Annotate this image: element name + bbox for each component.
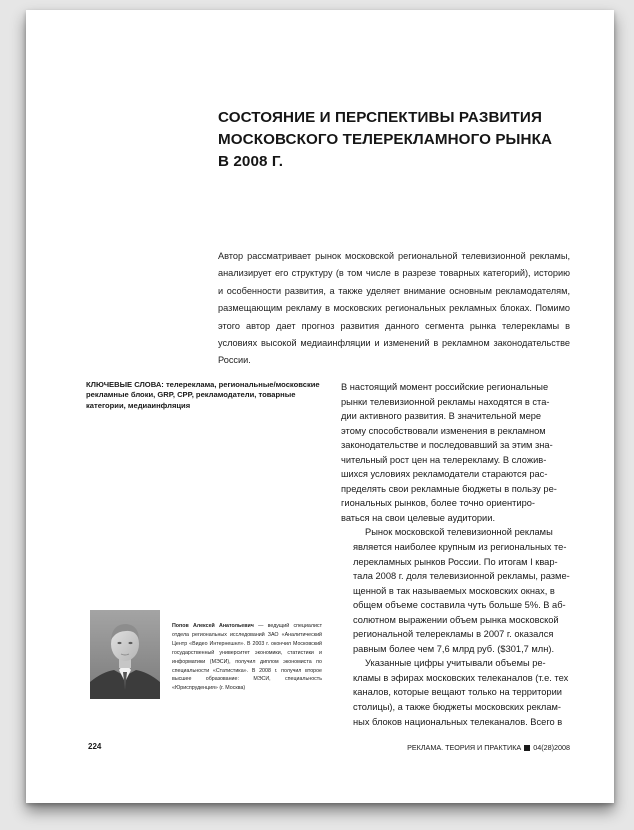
body-line: равным более чем 7,6 млрд руб. ($301,7 млн). [353, 643, 555, 654]
body-line: каналов, которые вещают только на территории [353, 687, 562, 698]
body-line: законодательстве и последовавший за этим зна- [341, 440, 553, 451]
body-line: рынки телевизионной рекламы находятся в ста- [341, 396, 550, 407]
body-line: гиональных рынков, более точно ориентиро- [341, 498, 536, 509]
article-title [218, 107, 558, 173]
body-line: щенной в так называемых московских окнах, в [353, 585, 555, 596]
article-body [341, 380, 568, 729]
article-title-line: В 2008 Г. [218, 153, 284, 170]
journal-name: РЕКЛАМА. ТЕОРИЯ И ПРАКТИКА [407, 743, 522, 752]
body-line: дии активного развития. В значительной мере [341, 411, 542, 422]
author-name: Попов Алексей Анатольевич [172, 623, 254, 629]
body-line: солютном выражении объем рынка московской [353, 614, 559, 625]
body-line: является наиболее крупным из региональных те- [353, 542, 567, 553]
body-line: шихся условиях рекламодатели стараются рас- [341, 469, 548, 480]
body-line: этому способствовали изменения в рекламном [341, 425, 546, 436]
author-photo [90, 610, 160, 699]
square-bullet-icon [524, 745, 530, 751]
journal-page [26, 10, 614, 803]
article-abstract: Автор рассматривает рынок московской региональной телевизионной рекламы, анализирует его структуру (в том числе в разрезе товарных категорий), историю и особенности развития, а также уделяет внимание основным рекламодателям, размещающим рекламу в московских региональных рекламных блоках. Помимо этого автор дает прогноз развития данного сегмента рынка телерекламы в условиях высокой медиаинфляции и изменений в рекламном законодательстве России. [218, 251, 570, 366]
author-bio [172, 622, 322, 693]
body-line: ных блоков национальных телеканалов. Всего в [353, 716, 563, 727]
body-line: Рынок московской телевизионной рекламы [365, 527, 553, 538]
body-line: общем объеме составила чуть больше 5%. В аб- [353, 600, 566, 611]
body-paragraph [341, 656, 568, 729]
issue-number: 04(28)2008 [533, 743, 570, 752]
body-line: пределять свои рекламные бюджеты в пользу ре- [341, 483, 557, 494]
body-line: кламы в эфирах московских телеканалов (т.е. тех [353, 672, 569, 683]
author-portrait-image [90, 610, 160, 699]
body-line: Указанные цифры учитывали объемы ре- [365, 658, 546, 669]
keywords: КЛЮЧЕВЫЕ СЛОВА: телереклама, региональные/московские рекламные блоки, GRP, CPP, рекламодатели, товарные категории, медиаинфляция [86, 380, 320, 410]
article-title-line: МОСКОВСКОГО ТЕЛЕРЕКЛАМНОГО РЫНКА [218, 131, 553, 148]
body-paragraph [341, 380, 568, 525]
running-footer [407, 743, 570, 752]
page-number: 224 [88, 742, 102, 751]
body-line: столицы), а также бюджеты московских реклам- [353, 702, 562, 713]
body-line: лерекламных рынков России. По итогам I квар- [353, 556, 558, 567]
author-bio-text: — ведущий специалист отдела региональных исследований ЗАО «Аналитический Центр «Видео Интернешнл». В 2003 г. окончил Московский государственный университет экономики, статистики и информатики (МЭСИ), получил диплом экономиста по специальности «Статистика». В 2008 г. получил второе высшее образование: МЭСИ, специальность «Юриспруденция» (г. Москва) [172, 623, 322, 692]
body-line: чительный рост цен на телерекламу. В сложив- [341, 454, 547, 465]
body-paragraph [341, 525, 568, 656]
body-line: В настоящий момент российские региональные [341, 382, 549, 392]
body-line: ваться на свои целевые аудитории. [341, 512, 496, 523]
body-line: тала 2008 г. доля телевизионной рекламы, разме- [353, 571, 570, 582]
body-line: региональной телерекламы в 2007 г. оказался [353, 629, 554, 640]
article-title-line: СОСТОЯНИЕ И ПЕРСПЕКТИВЫ РАЗВИТИЯ [218, 109, 542, 126]
